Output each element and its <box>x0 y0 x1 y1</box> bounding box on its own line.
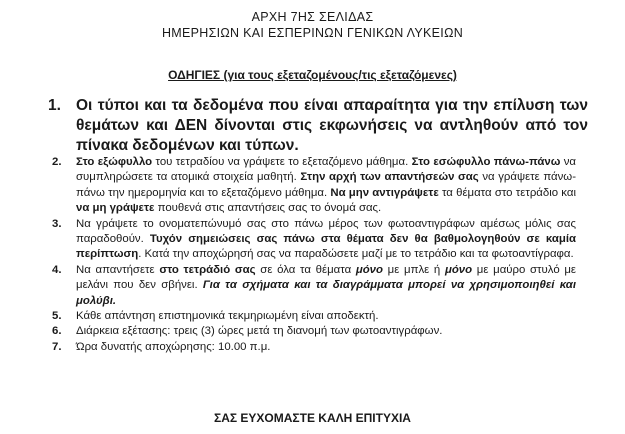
item-number: 7. <box>52 340 62 353</box>
instruction-item-6 <box>48 324 576 339</box>
closing-wish: ΣΑΣ ΕΥΧΟΜΑΣΤΕ ΚΑΛΗ ΕΠΙΤΥΧΙΑ <box>214 411 411 425</box>
emphasis-text: Τυχόν σημειώσεις σας πάνω στα θέματα δεν θα βαθμολογηθούν σε καμία περίπτωση <box>76 233 576 261</box>
emphasis-text: μόνο <box>355 263 383 276</box>
item-number: 2. <box>52 156 62 168</box>
item-text <box>76 155 576 217</box>
page-header <box>0 9 625 41</box>
item-number: 4. <box>52 263 62 276</box>
header-exam-type: ΗΜΕΡΗΣΙΩΝ ΚΑΙ ΕΣΠΕΡΙΝΩΝ ΓΕΝΙΚΩΝ ΛΥΚΕΙΩΝ <box>161 26 464 40</box>
plain-text: να συμπληρώσετε τα ατομικά στοιχεία μαθητή. <box>76 156 576 184</box>
instruction-item-4 <box>48 263 576 309</box>
item-text <box>76 217 576 263</box>
plain-text: να γράψετε πάνω-πάνω την ημερομηνία και το εξεταζόμενο μάθημα. <box>76 171 576 199</box>
item-number: 6. <box>52 325 62 338</box>
item-text: Διάρκεια εξέτασης: τρεις (3) ώρες μετά τη διανομή των φωτοαντιγράφων. <box>76 325 443 338</box>
instruction-item-5 <box>48 309 576 324</box>
emphasis-text: να μη γράψετε <box>76 202 155 215</box>
plain-text: . Κατά την αποχώρησή σας να παραδώσετε μαζί με το τετράδιο και τα φωτοαντίγραφα. <box>138 248 574 261</box>
item-number: 3. <box>52 217 62 230</box>
emphasis-text: μόνο <box>444 263 473 276</box>
item-text: Ώρα δυνατής αποχώρησης: 10.00 π.μ. <box>76 340 271 353</box>
plain-text: τα θέματα στο τετράδιο και <box>438 186 576 199</box>
plain-text: με μαύρο στυλό με μελάνι που δεν σβήνει. <box>76 263 576 292</box>
instruction-item-7 <box>48 340 576 355</box>
plain-text: με μπλε ή <box>382 263 445 276</box>
item-number: 1. <box>48 97 61 114</box>
plain-text: σε όλα τα θέματα <box>255 263 356 276</box>
instruction-list <box>48 155 576 355</box>
emphasis-text: Στην αρχή των απαντήσεών σας <box>300 171 479 184</box>
header-page-marker: ΑΡΧΗ 7ΗΣ ΣΕΛΙΔΑΣ <box>251 10 374 24</box>
item-text: Κάθε απάντηση επιστημονικά τεκμηριωμένη είναι αποδεκτή. <box>76 310 379 323</box>
plain-text: πουθενά στις απαντήσεις σας το όνομά σας. <box>154 202 382 215</box>
instructions-title: ΟΔΗΓΙΕΣ (για τους εξεταζομένους/τις εξεταζόμενες) <box>168 68 457 82</box>
item-text: Οι τύποι και τα δεδομένα που είναι απαραίτητα για την επίλυση των θεμάτων και ΔΕΝ δίνονται στις εκφωνήσεις να αντληθούν από τον πίνακα δεδομένων και τύπων. <box>76 97 588 154</box>
instruction-item-1 <box>48 96 588 156</box>
instruction-item-2 <box>48 155 576 217</box>
plain-text: Να γράψετε το ονοματεπώνυμό σας στο πάνω μέρος των φωτοαντιγράφων αμέσως μόλις σας παραδοθούν. <box>76 217 576 246</box>
plain-text: Να απαντήσετε <box>76 263 160 276</box>
emphasis-text: Για τα σχήματα και τα διαγράμματα μπορεί να χρησιμοποιηθεί και μολύβι. <box>76 279 576 307</box>
item-number: 5. <box>52 310 62 323</box>
item-text <box>76 263 576 309</box>
emphasis-text: στο τετράδιό σας <box>159 263 256 276</box>
plain-text: του τετραδίου να γράψετε το εξεταζόμενο μάθημα. <box>152 156 412 168</box>
emphasis-text: Στο εξώφυλλο <box>76 156 153 168</box>
emphasis-text: Να μην αντιγράψετε <box>330 186 439 199</box>
instruction-item-3 <box>48 217 576 263</box>
emphasis-text: Στο εσώφυλλο πάνω-πάνω <box>411 156 561 168</box>
